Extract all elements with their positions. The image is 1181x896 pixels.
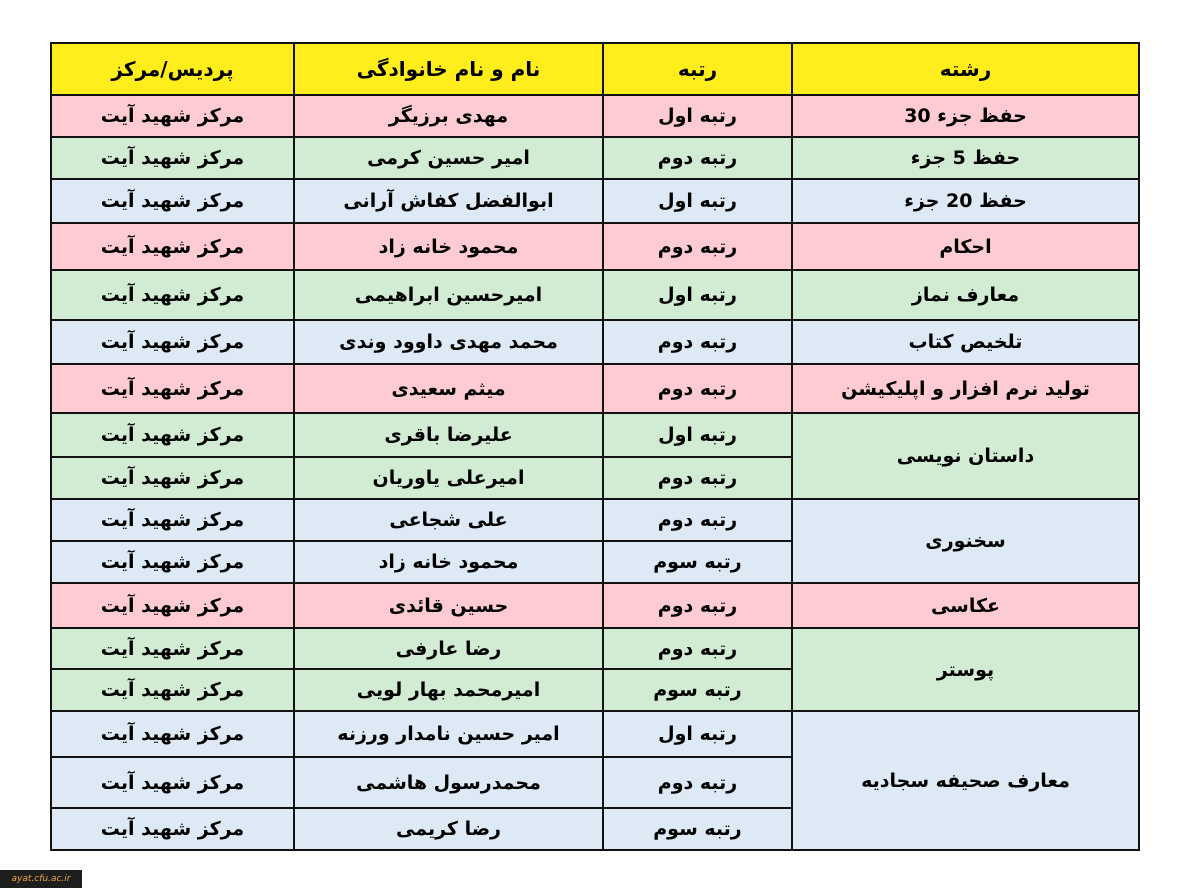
cell-field: پوستر bbox=[792, 628, 1139, 711]
cell-rank: رتبه دوم bbox=[603, 364, 792, 413]
cell-campus: مرکز شهید آیت bbox=[51, 499, 294, 541]
cell-name: رضا عارفی bbox=[294, 628, 603, 669]
header-row bbox=[51, 43, 1139, 95]
cell-name: ابوالفضل کفاش آرانی bbox=[294, 179, 603, 223]
table-row bbox=[51, 320, 1139, 364]
cell-campus: مرکز شهید آیت bbox=[51, 457, 294, 499]
cell-name: امیر حسین نامدار ورزنه bbox=[294, 711, 603, 757]
header-name: نام و نام خانوادگی bbox=[294, 43, 603, 95]
cell-campus: مرکز شهید آیت bbox=[51, 541, 294, 583]
cell-name: حسین قائدی bbox=[294, 583, 603, 628]
table-row bbox=[51, 270, 1139, 320]
cell-field: احکام bbox=[792, 223, 1139, 270]
cell-campus: مرکز شهید آیت bbox=[51, 669, 294, 711]
site-logo[interactable]: ayat.cfu.ac.ir bbox=[0, 870, 82, 888]
cell-field: داستان نویسی bbox=[792, 413, 1139, 499]
cell-rank: رتبه سوم bbox=[603, 669, 792, 711]
cell-campus: مرکز شهید آیت bbox=[51, 223, 294, 270]
cell-name: امیرمحمد بهار لویی bbox=[294, 669, 603, 711]
cell-name: محمد مهدی داوود وندی bbox=[294, 320, 603, 364]
cell-name: محمود خانه زاد bbox=[294, 223, 603, 270]
table-row bbox=[51, 95, 1139, 137]
table-row bbox=[51, 583, 1139, 628]
cell-name: امیرعلی یاوریان bbox=[294, 457, 603, 499]
table-row bbox=[51, 137, 1139, 179]
cell-campus: مرکز شهید آیت bbox=[51, 711, 294, 757]
cell-rank: رتبه سوم bbox=[603, 541, 792, 583]
cell-field: عکاسی bbox=[792, 583, 1139, 628]
table-row bbox=[51, 223, 1139, 270]
cell-rank: رتبه اول bbox=[603, 413, 792, 457]
results-table bbox=[50, 42, 1140, 851]
table-row bbox=[51, 413, 1139, 457]
cell-rank: رتبه دوم bbox=[603, 457, 792, 499]
cell-rank: رتبه دوم bbox=[603, 757, 792, 808]
cell-rank: رتبه دوم bbox=[603, 583, 792, 628]
cell-campus: مرکز شهید آیت bbox=[51, 808, 294, 850]
cell-rank: رتبه سوم bbox=[603, 808, 792, 850]
cell-rank: رتبه اول bbox=[603, 179, 792, 223]
cell-rank: رتبه دوم bbox=[603, 223, 792, 270]
cell-campus: مرکز شهید آیت bbox=[51, 179, 294, 223]
cell-campus: مرکز شهید آیت bbox=[51, 95, 294, 137]
cell-name: امیرحسین ابراهیمی bbox=[294, 270, 603, 320]
cell-name: مهدی برزیگر bbox=[294, 95, 603, 137]
table-row bbox=[51, 628, 1139, 669]
cell-field: تولید نرم افزار و اپلیکیشن bbox=[792, 364, 1139, 413]
cell-rank: رتبه اول bbox=[603, 711, 792, 757]
cell-rank: رتبه اول bbox=[603, 270, 792, 320]
cell-rank: رتبه دوم bbox=[603, 320, 792, 364]
cell-field: حفظ 5 جزء bbox=[792, 137, 1139, 179]
header-campus: پردیس/مرکز bbox=[51, 43, 294, 95]
cell-field: معارف نماز bbox=[792, 270, 1139, 320]
table-row bbox=[51, 499, 1139, 541]
cell-rank: رتبه اول bbox=[603, 95, 792, 137]
cell-campus: مرکز شهید آیت bbox=[51, 137, 294, 179]
cell-name: میثم سعیدی bbox=[294, 364, 603, 413]
results-body bbox=[51, 95, 1139, 850]
cell-rank: رتبه دوم bbox=[603, 499, 792, 541]
cell-field: سخنوری bbox=[792, 499, 1139, 583]
cell-field: تلخیص کتاب bbox=[792, 320, 1139, 364]
cell-name: رضا کریمی bbox=[294, 808, 603, 850]
table-row bbox=[51, 179, 1139, 223]
cell-campus: مرکز شهید آیت bbox=[51, 413, 294, 457]
cell-name: محمدرسول هاشمی bbox=[294, 757, 603, 808]
cell-rank: رتبه دوم bbox=[603, 628, 792, 669]
cell-name: علی شجاعی bbox=[294, 499, 603, 541]
cell-name: علیرضا باقری bbox=[294, 413, 603, 457]
table-row bbox=[51, 364, 1139, 413]
cell-field: حفظ جزء 30 bbox=[792, 95, 1139, 137]
cell-name: امیر حسین کرمی bbox=[294, 137, 603, 179]
cell-campus: مرکز شهید آیت bbox=[51, 583, 294, 628]
cell-field: حفظ 20 جزء bbox=[792, 179, 1139, 223]
cell-name: محمود خانه زاد bbox=[294, 541, 603, 583]
header-field: رشته bbox=[792, 43, 1139, 95]
cell-campus: مرکز شهید آیت bbox=[51, 270, 294, 320]
cell-campus: مرکز شهید آیت bbox=[51, 628, 294, 669]
cell-campus: مرکز شهید آیت bbox=[51, 320, 294, 364]
cell-campus: مرکز شهید آیت bbox=[51, 364, 294, 413]
cell-rank: رتبه دوم bbox=[603, 137, 792, 179]
header-rank: رتبه bbox=[603, 43, 792, 95]
table-row bbox=[51, 711, 1139, 757]
cell-field: معارف صحیفه سجادیه bbox=[792, 711, 1139, 850]
cell-campus: مرکز شهید آیت bbox=[51, 757, 294, 808]
